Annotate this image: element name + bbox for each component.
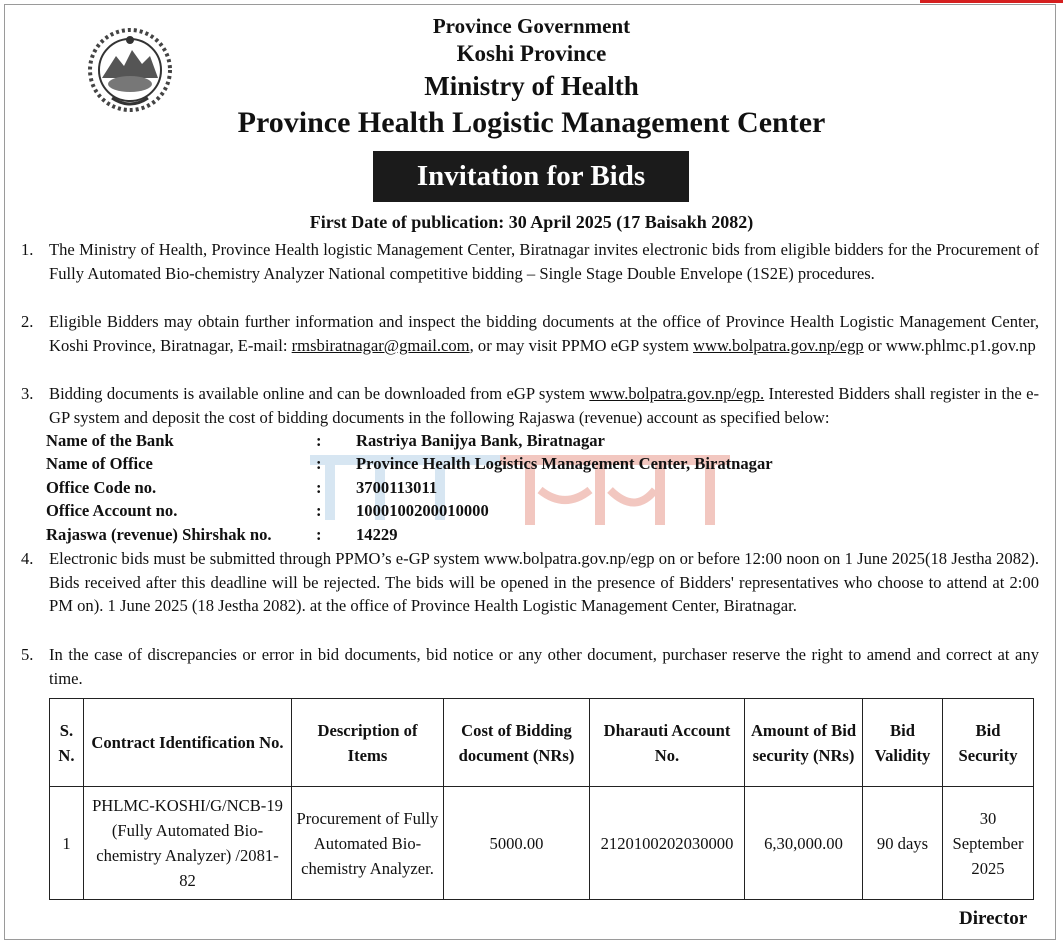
item-2-text-b: , or may visit PPMO eGP system <box>469 335 694 355</box>
cell-cost: 5000.00 <box>444 787 590 900</box>
bank-detail-value: 1000100200010000 <box>356 501 489 520</box>
cell-description: Procurement of Fully Automated Bio-chemistry Analyzer. <box>292 787 444 900</box>
item-number: 4. <box>21 549 34 568</box>
item-3-text <box>49 382 1039 429</box>
item-2-text <box>49 310 1039 357</box>
bank-detail-sep: : <box>316 501 322 520</box>
bank-detail-sep: : <box>316 454 322 473</box>
top-right-accent <box>920 0 1063 3</box>
bank-detail-label: Office Account no. <box>46 501 178 520</box>
header-center-name: Province Health Logistic Management Center <box>237 106 826 139</box>
item-number: 5. <box>21 645 34 664</box>
signature-director: Director <box>959 908 1028 929</box>
table-header-row <box>50 699 1034 787</box>
col-validity: Bid Validity <box>863 699 943 787</box>
item-number: 3. <box>21 384 34 403</box>
cell-sn: 1 <box>50 787 84 900</box>
table-row <box>50 787 1034 900</box>
bank-detail-label: Name of the Bank <box>46 431 174 450</box>
bank-detail-value: Rastriya Banijya Bank, Biratnagar <box>356 431 605 450</box>
col-cost: Cost of Bidding document (NRs) <box>444 699 590 787</box>
header-koshi-province: Koshi Province <box>456 41 607 66</box>
item-2-text-a: Eligible Bidders may obtain further information and inspect the bidding documents at the office of Province Health Logistic Management Center, Koshi Province, Biratnagar, E-mail: <box>49 312 1039 355</box>
bank-detail-value: 3700113011 <box>356 478 438 497</box>
header-province-government: Province Government <box>432 14 631 38</box>
cell-dharauti: 2120100202030000 <box>590 787 745 900</box>
item-1-text: The Ministry of Health, Province Health logistic Management Center, Biratnagar invites electronic bids from eligible bidders for the Procurement of Fully Automated Bio-chemistry Analyzer National competitive bidding – Single Stage Double Envelope (1S2E) procedures. <box>49 240 1039 283</box>
publication-date: First Date of publication: 30 April 2025 (17 Baisakh 2082) <box>309 212 754 232</box>
col-dharauti: Dharauti Account No. <box>590 699 745 787</box>
item-3-text-a: Bidding documents is available online and can be downloaded from eGP system <box>49 384 590 403</box>
cell-security: 30 September 2025 <box>943 787 1034 900</box>
col-amount: Amount of Bid security (NRs) <box>745 699 863 787</box>
bank-detail-value: Province Health Logistics Management Center, Biratnagar <box>356 454 773 473</box>
header-ministry: Ministry of Health <box>424 71 639 101</box>
col-security: Bid Security <box>943 699 1034 787</box>
col-sn: S. N. <box>50 699 84 787</box>
bid-table <box>49 698 1034 900</box>
egp-link[interactable]: www.bolpatra.gov.np/egp. <box>589 384 765 403</box>
item-5-text: In the case of discrepancies or error in bid documents, bid notice or any other document, purchaser reserve the right to amend and correct at any time. <box>49 645 1039 688</box>
cell-contract-id: PHLMC-KOSHI/G/NCB-19 (Fully Automated Bio-chemistry Analyzer) /2081-82 <box>84 787 292 900</box>
bank-detail-sep: : <box>316 431 322 450</box>
col-description: Description of Items <box>292 699 444 787</box>
cell-amount: 6,30,000.00 <box>745 787 863 900</box>
bank-detail-label: Office Code no. <box>46 478 157 497</box>
invitation-banner: Invitation for Bids <box>373 151 689 202</box>
egp-link[interactable]: www.bolpatra.gov.np/egp <box>693 335 864 355</box>
bank-detail-value: 14229 <box>356 525 398 544</box>
item-number: 1. <box>21 240 34 259</box>
item-number: 2. <box>21 312 34 331</box>
col-contract-id: Contract Identification No. <box>84 699 292 787</box>
bank-detail-sep: : <box>316 525 322 544</box>
item-3-text-b: Interested Bidders shall register in the e-GP system and deposit the cost of bidding documents in the following Rajaswa (revenue) account as specified below: <box>49 384 1039 427</box>
bank-detail-label: Rajaswa (revenue) Shirshak no. <box>46 525 272 544</box>
email-link[interactable]: rmsbiratnagar@gmail.com <box>291 335 470 355</box>
bank-detail-label: Name of Office <box>46 454 153 473</box>
cell-validity: 90 days <box>863 787 943 900</box>
bank-detail-sep: : <box>316 478 322 497</box>
item-4-text: Electronic bids must be submitted through PPMO’s e-GP system www.bolpatra.gov.np/egp on or before 12:00 noon on 1 June 2025(18 Jestha 2082). Bids received after this deadline will be rejected. The bids will be opened in the presence of Bidders' representatives who choose to attend at 2:00 PM on). 1 June 2025 (18 Jestha 2082). at the office of Province Health Logistic Management Center, Biratnagar. <box>49 549 1039 616</box>
item-2-text-c: or www.phlmc.p1.gov.np <box>863 335 1036 355</box>
